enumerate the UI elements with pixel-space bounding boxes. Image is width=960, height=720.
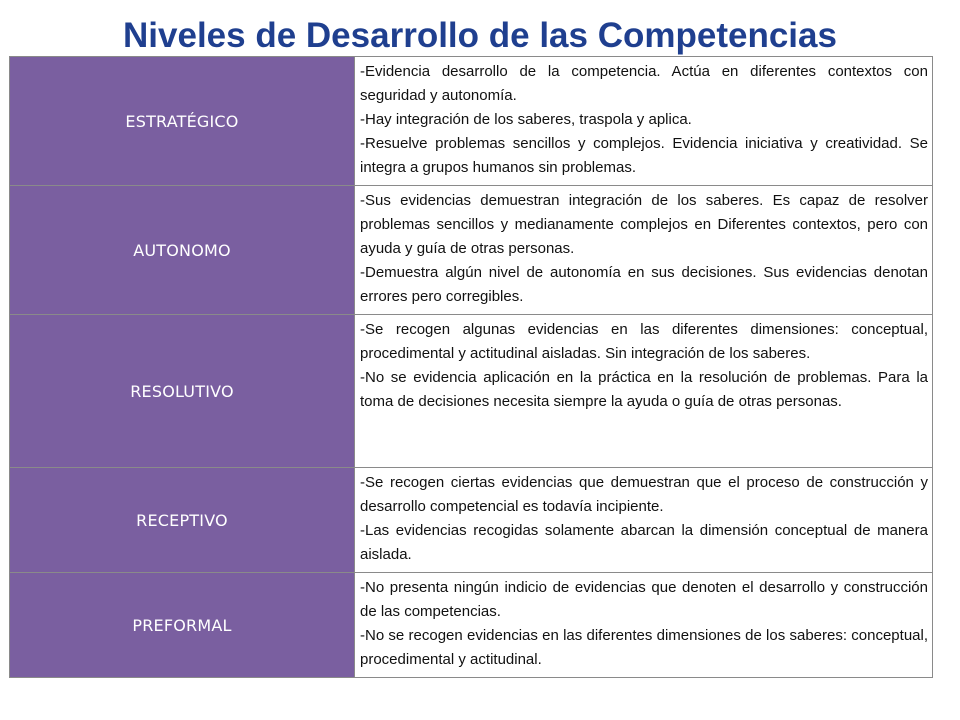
level-description [355, 315, 933, 468]
description-item: -No presenta ningún indicio de evidencias que denoten el desarrollo y construcción de las competencias. [360, 579, 928, 620]
level-row-preformal [10, 573, 933, 678]
description-item: -Evidencia desarrollo de la competencia. Actúa en diferentes contextos con seguridad y autonomía. [360, 63, 928, 104]
slide-title: Niveles de Desarrollo de las Competencias [123, 16, 837, 55]
competency-levels-table [9, 56, 933, 678]
description-item: -No se recogen evidencias en las diferentes dimensiones de los saberes: conceptual, procedimental y actitudinal. [360, 627, 928, 668]
level-row-receptivo [10, 468, 933, 573]
level-name: AUTONOMO [10, 186, 355, 315]
description-item: -Sus evidencias demuestran integración de los saberes. Es capaz de resolver problemas sencillos y medianamente complejos en Diferentes contextos, pero con ayuda y guía de otras personas. [360, 192, 928, 257]
description-item: -Las evidencias recogidas solamente abarcan la dimensión conceptual de manera aislada. [360, 522, 928, 563]
level-row-resolutivo [10, 315, 933, 468]
description-item: -Hay integración de los saberes, traspola y aplica. [360, 111, 692, 128]
level-name: RESOLUTIVO [10, 315, 355, 468]
level-description [355, 468, 933, 573]
description-item: -Resuelve problemas sencillos y complejos. Evidencia iniciativa y creatividad. Se integra a grupos humanos sin problemas. [360, 135, 928, 176]
level-row-autonomo [10, 186, 933, 315]
level-description [355, 573, 933, 678]
level-row-estrategico [10, 57, 933, 186]
level-description [355, 57, 933, 186]
description-item: -Demuestra algún nivel de autonomía en sus decisiones. Sus evidencias denotan errores pero corregibles. [360, 264, 928, 305]
description-item: -No se evidencia aplicación en la práctica en la resolución de problemas. Para la toma de decisiones necesita siempre la ayuda o guía de otras personas. [360, 369, 928, 410]
description-item: -Se recogen ciertas evidencias que demuestran que el proceso de construcción y desarrollo competencial es todavía incipiente. [360, 474, 928, 515]
level-name: PREFORMAL [10, 573, 355, 678]
level-name: ESTRATÉGICO [10, 57, 355, 186]
description-item: -Se recogen algunas evidencias en las diferentes dimensiones: conceptual, procedimental y actitudinal aisladas. Sin integración de los saberes. [360, 321, 928, 362]
level-name: RECEPTIVO [10, 468, 355, 573]
level-description [355, 186, 933, 315]
